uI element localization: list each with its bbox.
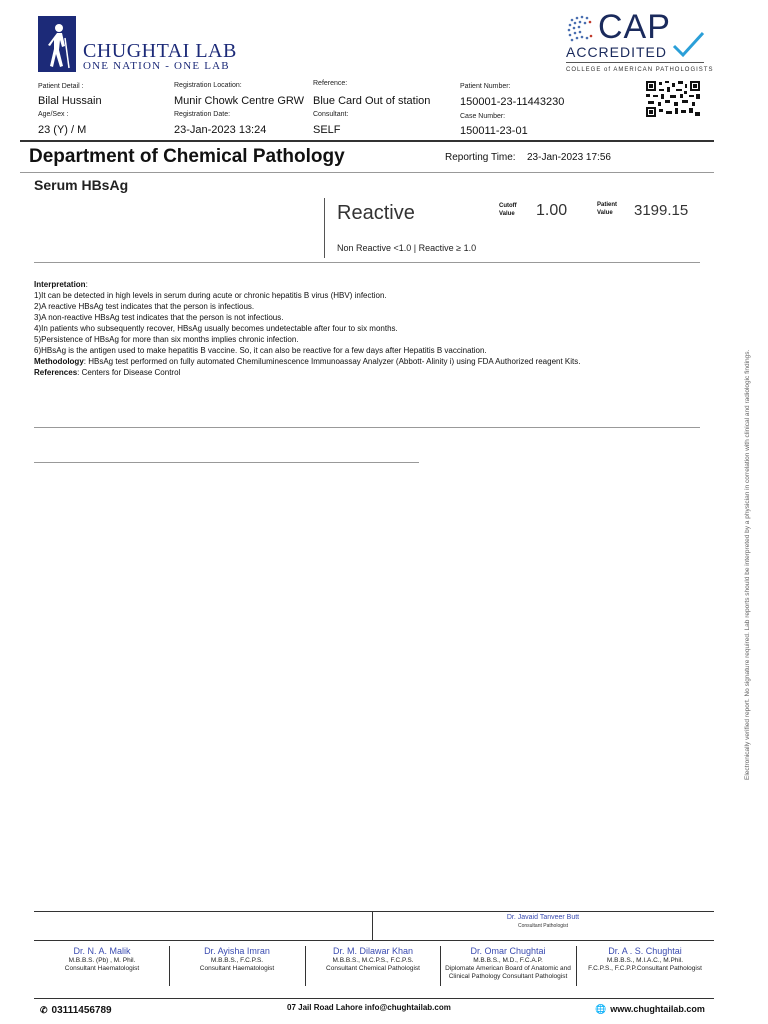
cap-mark: CAP	[598, 8, 671, 46]
cap-logo-icon	[566, 14, 596, 44]
doctor-qualifications: M.B.B.S., M.D., F.C.A.P.	[473, 957, 543, 964]
signatory-name: Dr. Javaid Tanveer Butt	[506, 914, 580, 921]
phone-number: 03111456789	[51, 1005, 112, 1016]
doctor-card	[577, 946, 713, 973]
interpretation-line: 2)A reactive HBsAg test indicates that the person is infectious.	[34, 302, 255, 311]
consultant-label: Consultant:	[313, 111, 349, 118]
reg-date-label: Registration Date:	[174, 111, 231, 118]
globe-icon: 🌐	[595, 1004, 607, 1014]
department-title: Department of Chemical Pathology	[29, 146, 345, 167]
checkmark-icon	[670, 30, 706, 60]
footer-website[interactable]	[595, 1004, 705, 1015]
cap-divider	[566, 62, 704, 63]
website-url: www.chughtailab.com	[610, 1004, 705, 1014]
patient-number-label: Patient Number:	[460, 83, 511, 90]
patient-detail-label: Patient Detail :	[38, 83, 84, 90]
lab-logo-icon	[38, 16, 76, 72]
reference: Blue Card Out of station	[313, 95, 431, 107]
patient-name: Bilal Hussain	[38, 95, 102, 107]
patient-value-label: Patient	[597, 202, 618, 208]
case-number-label: Case Number:	[460, 113, 506, 120]
doctor-name: Dr. Ayisha Imran	[204, 946, 270, 956]
footer-address[interactable]: 07 Jail Road Lahore info@chughtailab.com	[287, 1003, 451, 1012]
interpretation-block: Interpretation: 1)It can be detected in high levels in serum during acute or chronic hepatitis B virus (HBV) infection. 2)A reactive HBsAg test indicates that the person is infectious. 3)A non-reactive HBsAg test indicates that the person is not infectious. 4)In patients who subsequently recover, HBsAg usually becomes undetectable after four to six months. 5)Persistence of HBsAg for more than six months implies chronic infection. 6)HBsAg is the antigen used to make hepatitis B vaccine. So, it can also be reactive for a few days after Hepatitis B vaccination. Methodology: HBsAg test performed on fully automated Chemiluminescence Immunoassay Analyzer (Abbott- Alinity i) using FDA Authorized reagent Kits. References: Centers for Disease Control	[34, 279, 714, 378]
department-divider	[20, 172, 714, 173]
result-bottom-divider	[34, 262, 700, 263]
reg-date: 23-Jan-2023 13:24	[174, 124, 267, 136]
cap-accredited: ACCREDITED	[566, 44, 668, 60]
patient-number: 150001-23-11443230	[460, 96, 565, 108]
patient-value: 3199.15	[634, 202, 689, 219]
doctor-name: Dr. A . S. Chughtai	[608, 946, 682, 956]
cutoff-label-2: Value	[499, 211, 515, 217]
verification-note: Electronically verified report. No signature required. Lab reports should be interpreted by a physician in correlation with clinical and radiologic findings.	[744, 349, 751, 780]
interpretation-line: 5)Persistence of HBsAg for more than six months implies chronic infection.	[34, 335, 299, 344]
lab-name: CHUGHTAI LAB	[83, 40, 237, 62]
patient-value-label-2: Value	[597, 210, 613, 216]
interpretation-line: 1)It can be detected in high levels in serum during acute or chronic hepatitis B virus (HBV) infection.	[34, 291, 387, 300]
doctor-name: Dr. Omar Chughtai	[470, 946, 546, 956]
cap-college: COLLEGE of AMERICAN PATHOLOGISTS	[566, 67, 714, 73]
section-divider-short	[34, 462, 419, 463]
doctor-title: Diplomate American Board of Anatomic and Clinical Pathology Consultant Pathologist	[445, 965, 571, 980]
reporting-time: 23-Jan-2023 17:56	[527, 152, 611, 163]
section-divider	[34, 427, 700, 428]
doctor-name: Dr. N. A. Malik	[73, 946, 131, 956]
interpretation-line: 3)A non-reactive HBsAg test indicates that the person is not infectious.	[34, 313, 284, 322]
test-result: Reactive	[337, 202, 415, 224]
header-divider	[20, 140, 714, 142]
methodology-label: Methodology	[34, 357, 84, 366]
phone-icon: ✆	[40, 1005, 48, 1015]
doctor-title: Consultant Haematologist	[64, 965, 140, 972]
doctor-name: Dr. M. Dilawar Khan	[332, 946, 414, 956]
signatory-title: Consultant Pathologist	[517, 923, 569, 929]
consultant: SELF	[313, 124, 341, 136]
cutoff-label: Cutoff	[499, 203, 517, 209]
interpretation-heading: Interpretation	[34, 280, 86, 289]
age-sex-label: Age/Sex :	[38, 111, 69, 118]
lab-tagline: ONE NATION - ONE LAB	[83, 60, 230, 72]
result-divider	[324, 198, 325, 258]
interpretation-line: 6)HBsAg is the antigen used to make hepatitis B vaccine. So, it can also be reactive for a few days after Hepatitis B vaccination.	[34, 346, 487, 355]
doctor-qualifications: M.B.B.S., F.C.P.S.	[210, 957, 264, 964]
footer-phone[interactable]	[40, 1004, 112, 1017]
references-text: Centers for Disease Control	[81, 368, 181, 377]
reference-label: Reference:	[313, 80, 348, 87]
doctor-qualifications: M.B.B.S., M.C.P.S., F.C.P.S.	[332, 957, 414, 964]
doctor-card	[440, 946, 576, 981]
qr-code-icon	[644, 80, 702, 118]
doctor-card	[305, 946, 441, 973]
reporting-time-label: Reporting Time:	[445, 152, 516, 163]
references-label: References	[34, 368, 78, 377]
case-number: 150011-23-01	[460, 125, 528, 137]
cutoff-value: 1.00	[536, 202, 568, 219]
doctor-title: F.C.P.S., F.C.P.P.Consultant Pathologist	[588, 965, 702, 972]
doctor-title: Consultant Chemical Pathologist	[326, 965, 420, 972]
footer-divider	[34, 998, 714, 999]
doctor-qualifications: M.B.B.S. (Pb) , M. Phil.	[68, 957, 136, 964]
interpretation-line: 4)In patients who subsequently recover, HBsAg usually becomes undetectable after four to six months.	[34, 324, 398, 333]
doctor-title: Consultant Haematologist	[199, 965, 275, 972]
test-name: Serum HBsAg	[34, 177, 129, 193]
reg-location-label: Registration Location:	[174, 82, 242, 89]
reference-range: Non Reactive <1.0 | Reactive ≥ 1.0	[337, 243, 477, 253]
doctor-card	[34, 946, 170, 973]
reg-location: Munir Chowk Centre GRW	[174, 95, 304, 107]
age-sex: 23 (Y) / M	[38, 124, 87, 136]
methodology-text: HBsAg test performed on fully automated Chemiluminescence Immunoassay Analyzer (Abbott- Alinity i) using FDA Authorized reagent Kits.	[88, 357, 581, 366]
doctor-card	[169, 946, 305, 973]
doctor-qualifications: M.B.B.S., M.I.A.C., M.Phil.	[606, 957, 684, 964]
